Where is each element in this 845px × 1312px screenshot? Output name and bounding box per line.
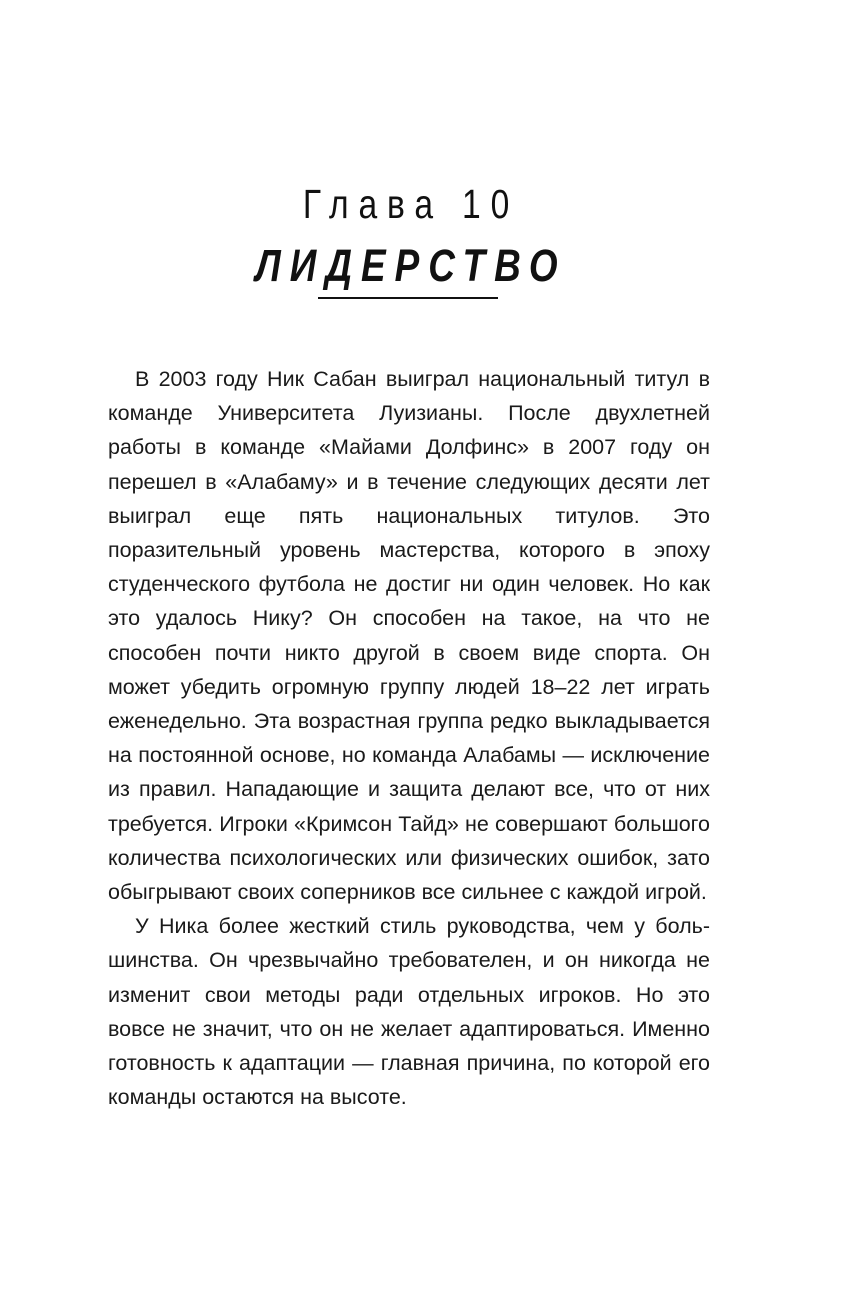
chapter-title: ЛИДЕРСТВО [255,240,567,291]
chapter-number: Глава 10 [302,181,520,227]
paragraph: В 2003 году Ник Сабан выиграл национальный титул в команде Университета Луизианы. После двухлетней работы в команде «Майами Долфинс» в 2007 году он перешел в «Алабаму» и в течение следующих десяти лет выиграл еще пять национальных титулов. Это поразительный уровень мастерства, которого в эпоху студенческого футбола не достиг ни один человек. Но как это удалось Нику? Он способен на такое, на что не способен почти никто другой в своем виде спорта. Он может убедить огромную группу людей 18–22 лет играть еженедельно. Эта возрастная группа редко выкладывается на постоянной основе, но команда Алабамы — исключение из правил. Нападающие и защита делают все, что от них требуется. Игроки «Кримсон Тайд» не совершают большого количества психологических или физических ошибок, зато обыгрывают своих соперников все сильнее с каждой игрой. [108,367,710,905]
chapter-body [108,362,710,1114]
paragraph: У Ника более жесткий стиль руководства, чем у большинства. Он чрезвычайно требователен, и он никогда не изменит свои методы ради отдельных игроков. Но это вовсе не значит, что он не желает адаптироваться. Именно готовность к адаптации — главная причина, по которой его команды остаются на высоте. [108,914,710,1110]
title-underline [318,297,498,299]
